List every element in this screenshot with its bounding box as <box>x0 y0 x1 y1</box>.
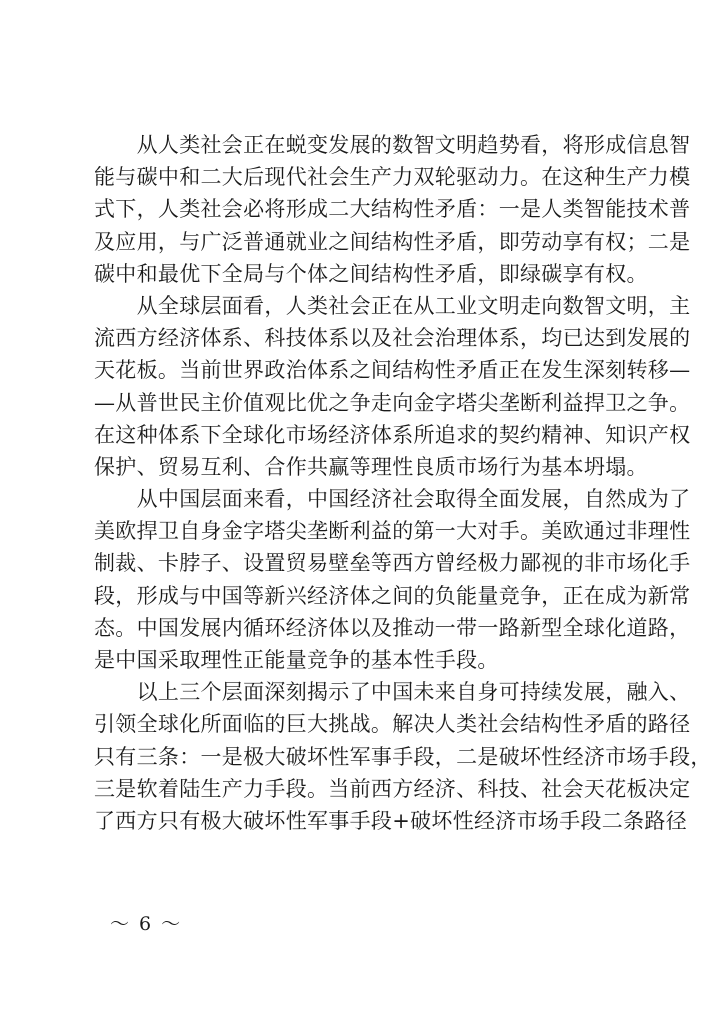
text-line: 从人类社会正在蜕变发展的数智文明趋势看，将形成信息智 <box>94 133 691 157</box>
text-line: 三是软着陆生产力手段。当前西方经济、科技、社会天花板决定 <box>94 776 691 801</box>
text-line: 在这种体系下全球化市场经济体系所追求的契约精神、知识产权 <box>94 422 691 447</box>
text-line: —从普世民主价值观比优之争走向金字塔尖垄断利益捍卫之争。 <box>94 390 691 415</box>
text-line: 碳中和最优下全局与个体之间结构性矛盾，即绿碳享有权。 <box>94 261 648 286</box>
text-line: 能与碳中和二大后现代社会生产力双轮驱动力。在这种生产力模 <box>94 165 691 190</box>
text-line: 保护、贸易互利、合作共赢等理性良质市场行为基本坍塌。 <box>94 454 648 479</box>
text-line: 态。中国发展内循环经济体以及推动一带一路新型全球化道路， <box>94 615 691 640</box>
text-line: 从全球层面看，人类社会正在从工业文明走向数智文明，主 <box>94 293 691 318</box>
text-line: 天花板。当前世界政治体系之间结构性矛盾正在发生深刻转移— <box>94 358 691 383</box>
text-line: 美欧捍卫自身金字塔尖垄断利益的第一大对手。美欧通过非理性 <box>94 519 691 544</box>
text-line: 制裁、卡脖子、设置贸易壁垒等西方曾经极力鄙视的非市场化手 <box>94 551 691 576</box>
text-line: 式下，人类社会必将形成二大结构性矛盾：一是人类智能技术普 <box>94 197 691 222</box>
page-number: ～ 6 ～ <box>110 913 183 935</box>
text-line: 段，形成与中国等新兴经济体之间的负能量竞争，正在成为新常 <box>94 583 691 608</box>
text-line: 了西方只有极大破坏性军事手段+破坏性经济市场手段二条路径 <box>94 808 687 833</box>
text-line: 只有三条：一是极大破坏性军事手段，二是破坏性经济市场手段， <box>94 744 712 769</box>
text-line: 及应用，与广泛普通就业之间结构性矛盾，即劳动享有权；二是 <box>94 229 691 254</box>
text-line: 以上三个层面深刻揭示了中国未来自身可持续发展，融入、 <box>94 680 691 705</box>
text-line: 从中国层面来看，中国经济社会取得全面发展，自然成为了 <box>94 487 691 512</box>
text-line: 流西方经济体系、科技体系以及社会治理体系，均已达到发展的 <box>94 326 691 351</box>
text-line: 是中国采取理性正能量竞争的基本性手段。 <box>94 648 499 672</box>
text-line: 引领全球化所面临的巨大挑战。解决人类社会结构性矛盾的路径 <box>94 712 691 737</box>
body-text <box>94 129 712 837</box>
